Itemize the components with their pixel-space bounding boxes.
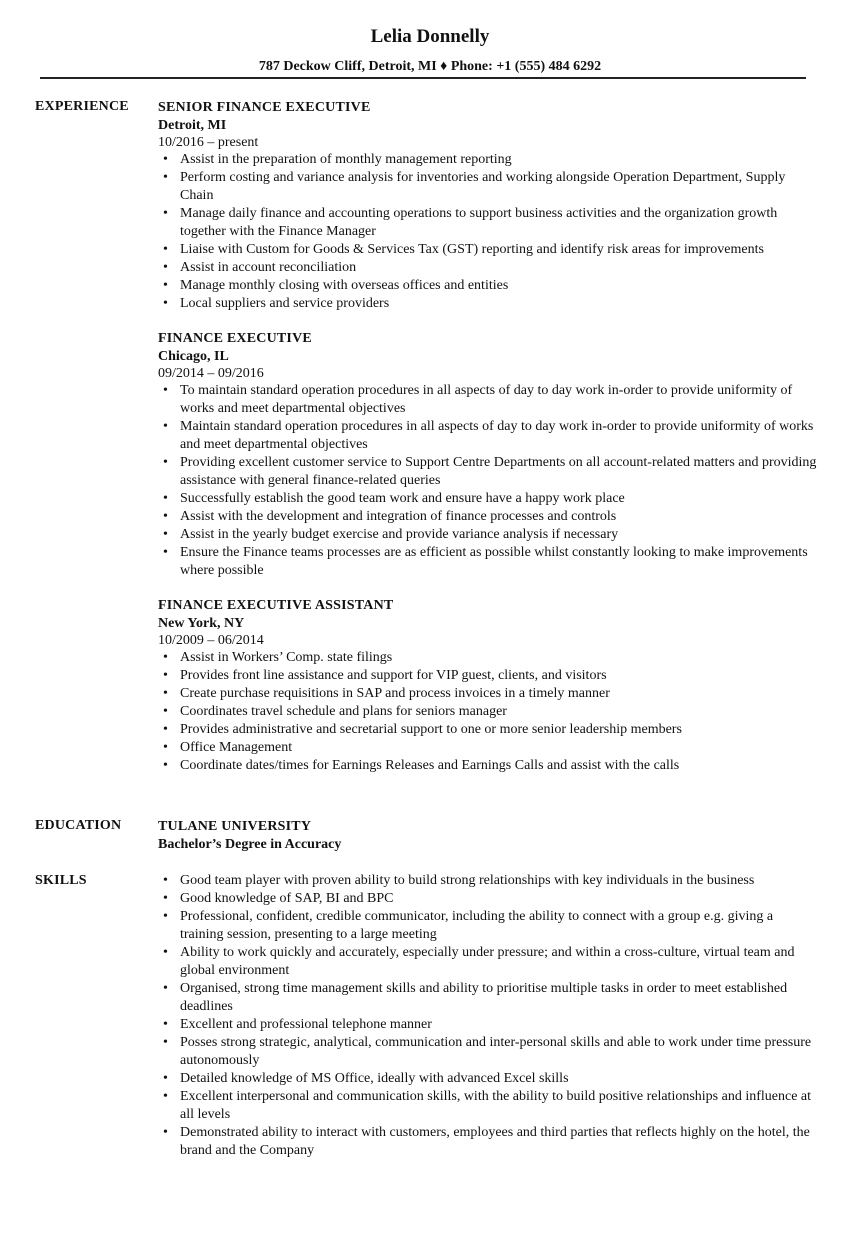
skills-content (158, 872, 818, 1160)
skills-list (158, 872, 818, 1160)
list-item: • Demonstrated ability to interact with customers, employees and third parties that reflects highly on the hotel, the brand and the Company (158, 1124, 818, 1160)
job-bullets (158, 649, 818, 775)
list-item: • Ensure the Finance teams processes are as efficient as possible whilst constantly looking to make improvements where possible (158, 544, 818, 580)
list-item: • Coordinates travel schedule and plans for seniors manager (158, 703, 818, 721)
resume-name: Lelia Donnelly (370, 26, 490, 47)
skills-heading: SKILLS (35, 873, 87, 888)
list-item: • Providing excellent customer service to Support Centre Departments on all account-related matters and providing assistance with general finance-related queries (158, 454, 818, 490)
list-item: • Maintain standard operation procedures in all aspects of day to day work in-order to provide uniformity of works and meet departmental objectives (158, 418, 818, 454)
education-content (158, 817, 818, 853)
list-item: • Manage monthly closing with overseas offices and entities (158, 277, 818, 295)
experience-content (158, 98, 818, 791)
list-item: • Assist in account reconciliation (158, 259, 818, 277)
job-title: FINANCE EXECUTIVE (158, 331, 312, 346)
list-item: • Assist with the development and integration of finance processes and controls (158, 508, 818, 526)
job-entry (158, 98, 818, 313)
job-dates: 09/2014 – 09/2016 (158, 366, 264, 381)
list-item: • Excellent and professional telephone manner (158, 1016, 818, 1034)
job-bullets (158, 382, 818, 580)
list-item: • Successfully establish the good team work and ensure have a happy work place (158, 490, 818, 508)
job-location: Detroit, MI (158, 118, 227, 133)
list-item: • Assist in Workers’ Comp. state filings (158, 649, 818, 667)
list-item: • Office Management (158, 739, 818, 757)
list-item: • Liaise with Custom for Goods & Services Tax (GST) reporting and identify risk areas for improvements (158, 241, 818, 259)
list-item: • Organised, strong time management skills and ability to prioritise multiple tasks in order to meet established deadlines (158, 980, 818, 1016)
education-heading: EDUCATION (35, 818, 122, 833)
school-name: TULANE UNIVERSITY (158, 819, 312, 834)
list-item: • Ability to work quickly and accurately, especially under pressure; and within a cross-culture, virtual team and global environment (158, 944, 818, 980)
list-item: • Provides front line assistance and support for VIP guest, clients, and visitors (158, 667, 818, 685)
list-item: • Professional, confident, credible communicator, including the ability to connect with a group e.g. giving a training session, presenting to a large meeting (158, 908, 818, 944)
job-title: FINANCE EXECUTIVE ASSISTANT (158, 598, 394, 613)
list-item: • Assist in the preparation of monthly management reporting (158, 151, 818, 169)
list-item: • Manage daily finance and accounting operations to support business activities and the organization growth together with the Finance Manager (158, 205, 818, 241)
list-item: • Perform costing and variance analysis for inventories and working alongside Operation Department, Supply Chain (158, 169, 818, 205)
job-location: Chicago, IL (158, 349, 229, 364)
list-item: • Posses strong strategic, analytical, communication and inter-personal skills and able to work under time pressure autonomously (158, 1034, 818, 1070)
contact-line: 787 Deckow Cliff, Detroit, MI ♦ Phone: +1 (555) 484 6292 (258, 59, 602, 74)
list-item: • Create purchase requisitions in SAP and process invoices in a timely manner (158, 685, 818, 703)
job-title: SENIOR FINANCE EXECUTIVE (158, 100, 371, 115)
list-item: • Provides administrative and secretarial support to one or more senior leadership members (158, 721, 818, 739)
list-item: • Good knowledge of SAP, BI and BPC (158, 890, 818, 908)
list-item: • Good team player with proven ability to build strong relationships with key individuals in the business (158, 872, 818, 890)
job-bullets (158, 151, 818, 313)
job-entry (158, 329, 818, 580)
list-item: • Detailed knowledge of MS Office, ideally with advanced Excel skills (158, 1070, 818, 1088)
job-location: New York, NY (158, 616, 245, 631)
list-item: • Coordinate dates/times for Earnings Releases and Earnings Calls and assist with the calls (158, 757, 818, 775)
header-divider (40, 77, 806, 79)
list-item: • Assist in the yearly budget exercise and provide variance analysis if necessary (158, 526, 818, 544)
job-dates: 10/2016 – present (158, 135, 259, 150)
list-item: • To maintain standard operation procedures in all aspects of day to day work in-order to provide uniformity of works and meet departmental objectives (158, 382, 818, 418)
degree: Bachelor’s Degree in Accuracy (158, 837, 342, 852)
list-item: • Excellent interpersonal and communication skills, with the ability to build positive relationships and influence at all levels (158, 1088, 818, 1124)
list-item: • Local suppliers and service providers (158, 295, 818, 313)
job-entry (158, 596, 818, 775)
experience-heading: EXPERIENCE (35, 99, 129, 114)
job-dates: 10/2009 – 06/2014 (158, 633, 264, 648)
